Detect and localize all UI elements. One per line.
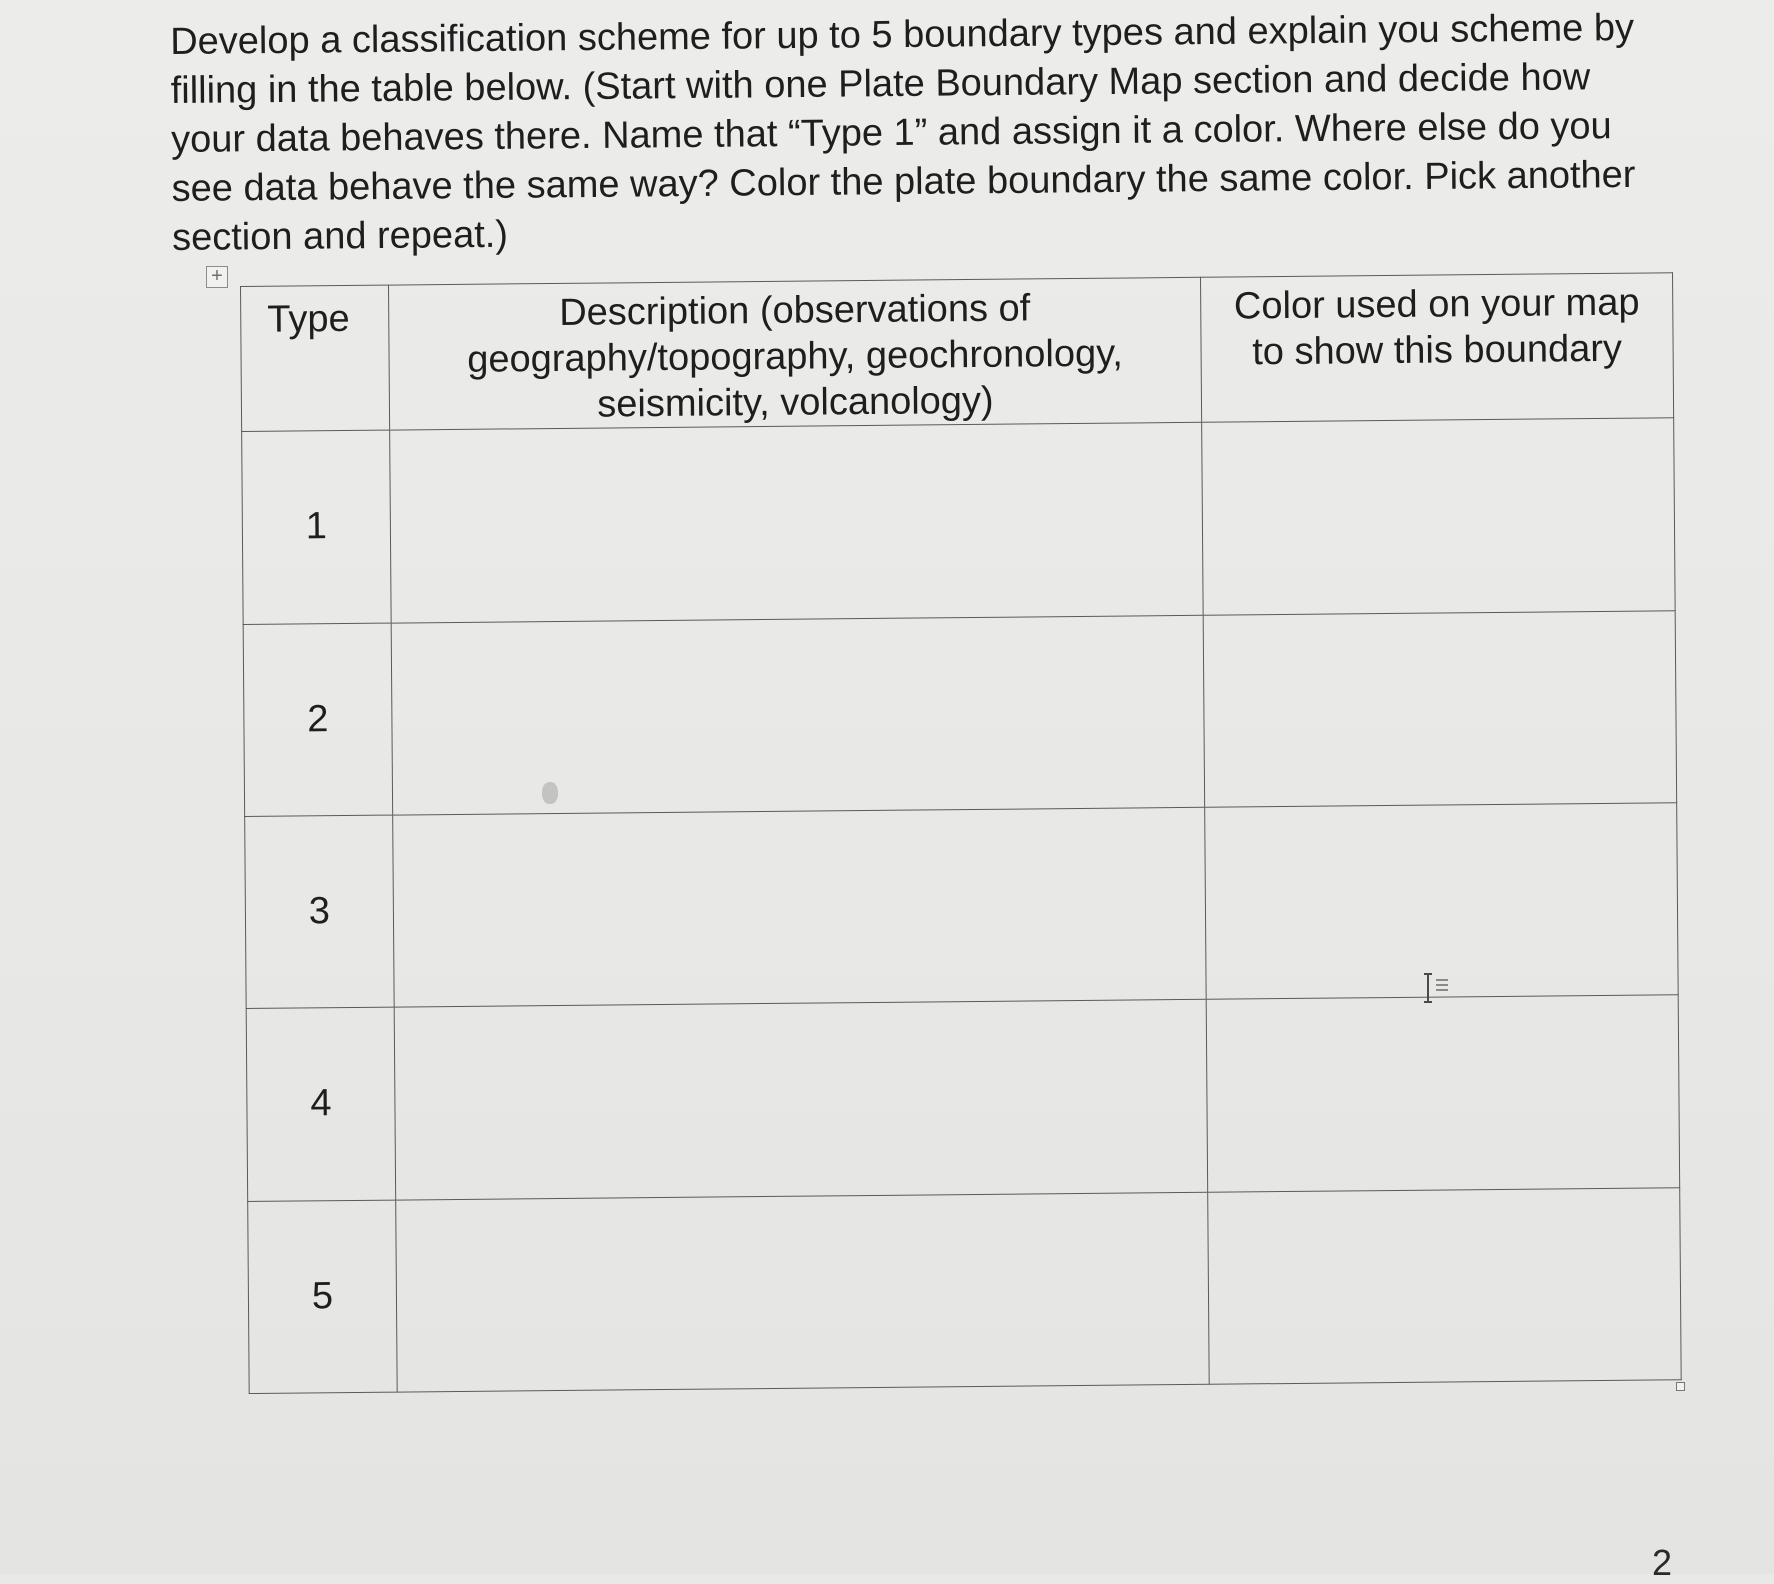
instructions-paragraph	[170, 3, 1692, 263]
classification-table	[240, 272, 1681, 1394]
table-row	[248, 1187, 1682, 1393]
table-row	[243, 610, 1677, 816]
ink-smudge	[542, 782, 558, 804]
description-cell[interactable]	[396, 1192, 1210, 1392]
color-cell[interactable]	[1205, 803, 1679, 1000]
header-type[interactable]: Type	[241, 285, 390, 432]
type-cell[interactable]: 5	[248, 1200, 398, 1394]
instructions-line: see data behave the same way? Color the plate boundary the same color. Pick another	[171, 153, 1636, 210]
instructions-line: your data behaves there. Name that “Type 1” and assign it a color. Where else do you	[170, 105, 1612, 161]
color-cell[interactable]	[1203, 610, 1677, 807]
header-description-line: Description (observations of	[559, 287, 1031, 334]
type-cell[interactable]: 4	[246, 1007, 396, 1201]
header-color-line: to show this boundary	[1252, 327, 1623, 374]
description-cell[interactable]	[391, 615, 1205, 815]
header-color-line: Color used on your map	[1233, 281, 1640, 328]
type-cell[interactable]: 2	[243, 623, 393, 817]
table-row	[245, 803, 1679, 1009]
header-color[interactable]	[1201, 273, 1674, 423]
text-cursor-icon	[1420, 972, 1458, 1006]
instructions-line: Develop a classification scheme for up to 5 boundary types and explain you scheme by	[170, 6, 1635, 63]
header-description-line: geography/topography, geochronology,	[467, 332, 1124, 381]
header-row	[241, 273, 1674, 432]
color-cell[interactable]	[1208, 1187, 1682, 1384]
description-cell[interactable]	[394, 1000, 1208, 1200]
table-move-icon[interactable]: +	[206, 266, 228, 288]
classification-grid	[240, 272, 1682, 1394]
header-description[interactable]	[389, 277, 1202, 430]
table-row	[242, 418, 1676, 624]
description-cell[interactable]	[393, 807, 1207, 1007]
table-row	[246, 995, 1680, 1201]
header-description-line: seismicity, volcanology)	[597, 379, 994, 426]
color-cell[interactable]	[1202, 418, 1676, 615]
type-cell[interactable]: 1	[242, 430, 392, 624]
type-cell[interactable]: 3	[245, 815, 395, 1009]
instructions-line: section and repeat.)	[171, 213, 509, 259]
table-resize-handle[interactable]	[1676, 1382, 1685, 1391]
page-number: 2	[1652, 1542, 1673, 1583]
color-cell[interactable]	[1206, 995, 1680, 1192]
description-cell[interactable]	[390, 423, 1204, 623]
instructions-line: filling in the table below. (Start with one Plate Boundary Map section and decide how	[170, 56, 1591, 112]
